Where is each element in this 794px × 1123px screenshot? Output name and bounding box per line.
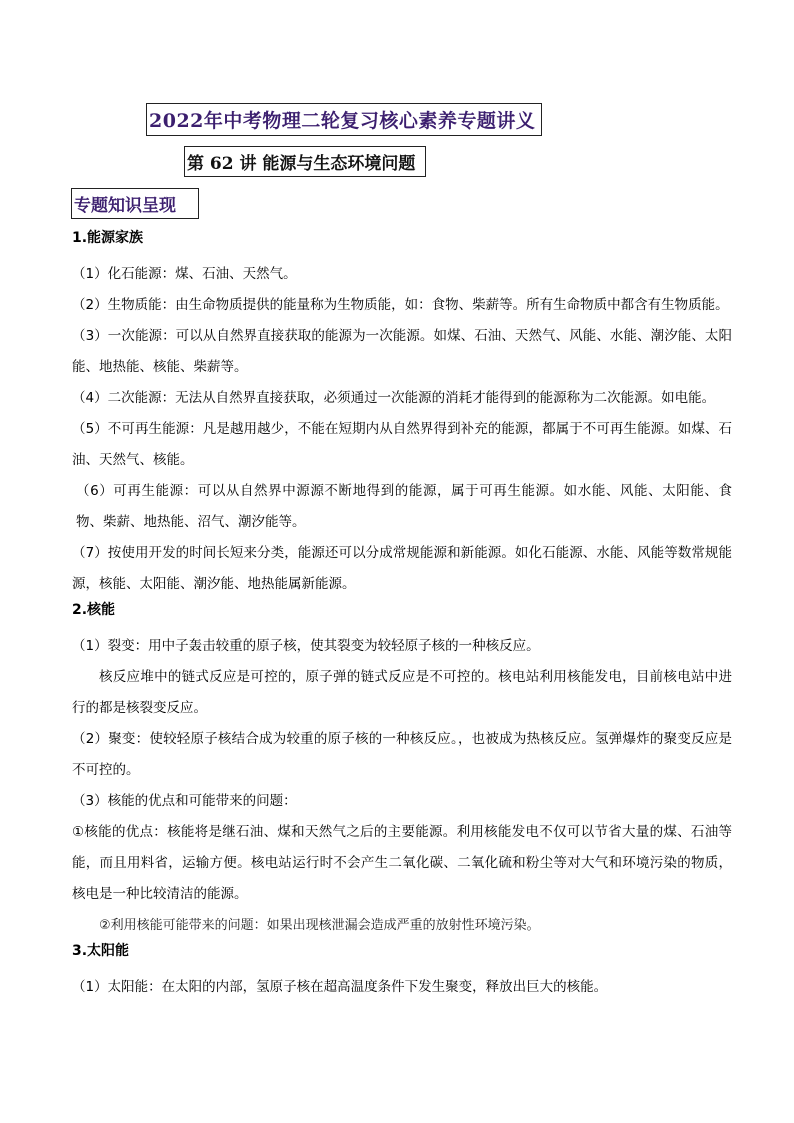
paragraph: （1）太阳能：在太阳的内部，氢原子核在超高温度条件下发生聚变，释放出巨大的核能。 [72,979,608,995]
section-heading: 3.太阳能 [72,943,130,959]
paragraph: ②利用核能可能带来的问题：如果出现核泄漏会造成严重的放射性环境污染。 [99,918,540,933]
section-heading: 2.核能 [72,602,116,618]
paragraph: 核反应堆中的链式反应是可控的，原子弹的链式反应是不可控的。核电站利用核能发电，目前核电站中进行的都是核裂变反应。 [72,669,732,716]
lecture-series-title: 2022年中考物理二轮复习核心素养专题讲义 [146,103,542,136]
paragraph: （3）一次能源：可以从自然界直接获取的能源为一次能源。如煤、石油、天然气、风能、水能、潮汐能、太阳能、地热能、核能、柴薪等。 [72,328,732,375]
paragraph: （6）可再生能源：可以从自然界中源源不断地得到的能源，属于可再生能源。如水能、风能、太阳能、食物、柴薪、地热能、沼气、潮汐能等。 [76,483,732,530]
paragraph: ①核能的优点：核能将是继石油、煤和天然气之后的主要能源。利用核能发电不仅可以节省大量的煤、石油等能，而且用料省，运输方便。核电站运行时不会产生二氧化碳、二氧化硫和粉尘等对大气和环境污染的物质，核电是一种比较清洁的能源。 [72,824,732,902]
lecture-title: 第 62 讲 能源与生态环境问题 [184,146,426,177]
document-body [72,228,732,1003]
paragraph: （7）按使用开发的时间长短来分类，能源还可以分成常规能源和新能源。如化石能源、水能、风能等数常规能源，核能、太阳能、潮汐能、地热能属新能源。 [72,545,732,592]
paragraph: （3）核能的优点和可能带来的问题： [72,793,297,809]
section-heading: 1.能源家族 [72,230,144,246]
paragraph: （2）生物质能：由生命物质提供的能量称为生物质能，如：食物、柴薪等。所有生命物质中都含有生物质能。 [72,297,729,313]
paragraph: （1）化石能源：煤、石油、天然气。 [72,266,297,282]
paragraph: （5）不可再生能源：凡是越用越少，不能在短期内从自然界得到补充的能源，都属于不可再生能源。如煤、石油、天然气、核能。 [72,421,732,468]
paragraph: （4）二次能源：无法从自然界直接获取，必须通过一次能源的消耗才能得到的能源称为二次能源。如电能。 [72,390,716,406]
section-label: 专题知识呈现 [71,188,199,219]
paragraph: （2）聚变：使较轻原子核结合成为较重的原子核的一种核反应。，也被成为热核反应。氢弹爆炸的聚变反应是不可控的。 [72,731,732,778]
paragraph: （1）裂变：用中子轰击较重的原子核，使其裂变为较轻原子核的一种核反应。 [72,638,540,654]
